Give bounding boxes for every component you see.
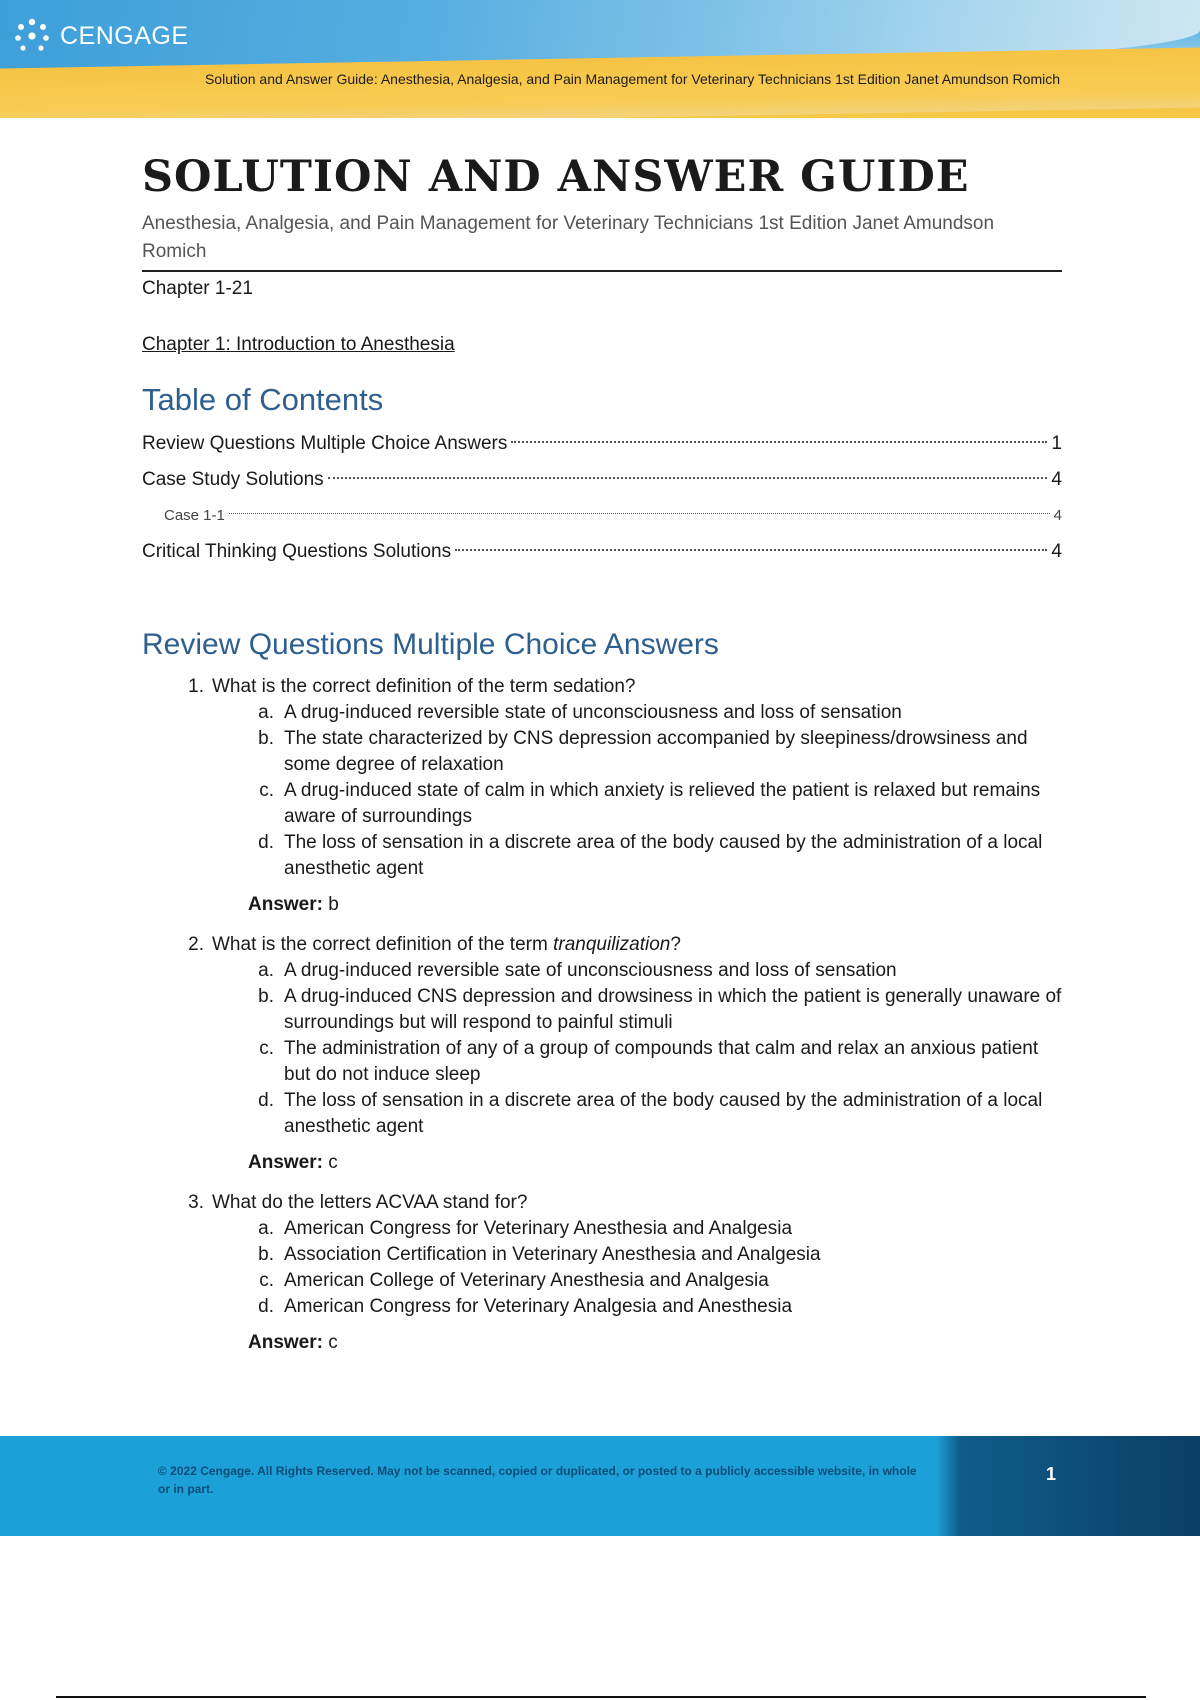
- toc-entry-page: 4: [1053, 507, 1062, 524]
- question-number: 1.: [188, 676, 204, 697]
- document-subtitle: Anesthesia, Analgesia, and Pain Management for Veterinary Technicians 1st Edition Janet Amundson Romich: [142, 210, 1062, 272]
- toc-entry-label: Review Questions Multiple Choice Answers: [142, 433, 508, 454]
- option-letter: b.: [258, 1244, 274, 1265]
- option-b: [142, 984, 1062, 1036]
- toc-entry-label: Case 1-1: [164, 507, 225, 524]
- question-text-emphasis: tranquilization: [553, 934, 671, 955]
- chapter-range: Chapter 1-21: [142, 278, 253, 299]
- option-text: The loss of sensation in a discrete area of the body caused by the administration of a local anesthetic agent: [284, 1090, 1043, 1137]
- question-2: [142, 932, 1062, 1176]
- option-c: [142, 778, 1062, 830]
- option-b: [142, 1242, 1062, 1268]
- toc-entry-label: Case Study Solutions: [142, 469, 324, 490]
- toc-entry-page: 1: [1051, 433, 1062, 454]
- option-b: [142, 726, 1062, 778]
- logo-wordmark: CENGAGE: [60, 21, 189, 50]
- question-1: [142, 674, 1062, 918]
- option-text: A drug-induced CNS depression and drowsiness in which the patient is generally unaware of surroundings but will respond to painful stimuli: [284, 986, 1062, 1033]
- toc-entry-case-study[interactable]: [142, 462, 1062, 498]
- option-letter: b.: [258, 986, 274, 1007]
- page-number: 1: [1046, 1464, 1057, 1484]
- toc-entry-page: 4: [1051, 541, 1062, 562]
- cengage-logo: [12, 16, 189, 56]
- option-letter: d.: [258, 832, 274, 853]
- option-text: American Congress for Veterinary Analgesia and Anesthesia: [284, 1296, 793, 1317]
- option-a: [142, 1216, 1062, 1242]
- question-text-before: What is the correct definition of the term: [212, 934, 554, 955]
- toc-entry-label: Critical Thinking Questions Solutions: [142, 541, 452, 562]
- option-letter: c.: [259, 1038, 274, 1059]
- option-letter: d.: [258, 1296, 274, 1317]
- option-d: [142, 1088, 1062, 1140]
- review-section-title: Review Questions Multiple Choice Answers: [142, 628, 719, 661]
- page-content: [142, 150, 1062, 1370]
- answer-line: [142, 1330, 1062, 1356]
- option-text: The state characterized by CNS depression accompanied by sleepiness/drowsiness and some degree of relaxation: [284, 728, 1028, 775]
- toc-entry-critical-thinking[interactable]: [142, 534, 1062, 570]
- answer-line: [142, 1150, 1062, 1176]
- page-header-banner: [0, 0, 1200, 118]
- option-c: [142, 1036, 1062, 1088]
- option-letter: a.: [258, 960, 274, 981]
- question-number: 2.: [188, 934, 204, 955]
- option-c: [142, 1268, 1062, 1294]
- question-text: What do the letters ACVAA stand for?: [212, 1192, 528, 1213]
- toc-leader-dots: [455, 549, 1047, 551]
- header-citation: Solution and Answer Guide: Anesthesia, Analgesia, and Pain Management for Veterinary Technicians 1st Edition Janet Amundson Romich: [204, 71, 1060, 87]
- answer-value: c: [328, 1152, 338, 1173]
- answer-label: Answer:: [248, 894, 323, 915]
- question-3: [142, 1190, 1062, 1356]
- toc-title: Table of Contents: [142, 382, 384, 417]
- option-text: A drug-induced state of calm in which anxiety is relieved the patient is relaxed but remains aware of surroundings: [284, 780, 1041, 827]
- chapter-heading: Chapter 1: Introduction to Anesthesia: [142, 334, 455, 355]
- option-letter: a.: [258, 702, 274, 723]
- question-text: [212, 932, 1062, 958]
- option-text: American Congress for Veterinary Anesthesia and Analgesia: [284, 1218, 793, 1239]
- answer-label: Answer:: [248, 1152, 323, 1173]
- answer-value: c: [328, 1332, 338, 1353]
- toc-entry-case-1-1[interactable]: [142, 498, 1062, 534]
- option-letter: c.: [259, 780, 274, 801]
- answer-label: Answer:: [248, 1332, 323, 1353]
- table-of-contents: [142, 426, 1062, 570]
- option-text: American College of Veterinary Anesthesia and Analgesia: [284, 1270, 769, 1291]
- document-title: SOLUTION AND ANSWER GUIDE: [142, 152, 970, 202]
- bottom-divider: [56, 1696, 1146, 1698]
- option-text: The administration of any of a group of compounds that calm and relax an anxious patient but do not induce sleep: [284, 1038, 1039, 1085]
- option-letter: d.: [258, 1090, 274, 1111]
- answer-value: b: [328, 894, 339, 915]
- toc-entry-page: 4: [1051, 469, 1062, 490]
- toc-entry-review-questions[interactable]: [142, 426, 1062, 462]
- option-letter: b.: [258, 728, 274, 749]
- cengage-logo-icon: [12, 16, 52, 56]
- option-text: The loss of sensation in a discrete area of the body caused by the administration of a local anesthetic agent: [284, 832, 1043, 879]
- option-text: A drug-induced reversible sate of unconsciousness and loss of sensation: [284, 960, 897, 981]
- toc-leader-dots: [511, 441, 1047, 443]
- copyright-notice: © 2022 Cengage. All Rights Reserved. May not be scanned, copied or duplicated, or posted to a publicly accessible website, in whole or in part.: [158, 1464, 917, 1496]
- option-a: [142, 958, 1062, 984]
- option-text: Association Certification in Veterinary Anesthesia and Analgesia: [284, 1244, 821, 1265]
- option-letter: c.: [259, 1270, 274, 1291]
- answer-line: [142, 892, 1062, 918]
- option-a: [142, 700, 1062, 726]
- question-number: 3.: [188, 1192, 204, 1213]
- page-footer-banner: [0, 1436, 1200, 1536]
- question-text: What is the correct definition of the term sedation?: [212, 676, 636, 697]
- option-letter: a.: [258, 1218, 274, 1239]
- question-text-after: ?: [670, 934, 681, 955]
- option-d: [142, 830, 1062, 882]
- option-d: [142, 1294, 1062, 1320]
- toc-leader-dots: [328, 477, 1048, 479]
- toc-leader-dots: [229, 513, 1050, 514]
- option-text: A drug-induced reversible state of unconsciousness and loss of sensation: [284, 702, 902, 723]
